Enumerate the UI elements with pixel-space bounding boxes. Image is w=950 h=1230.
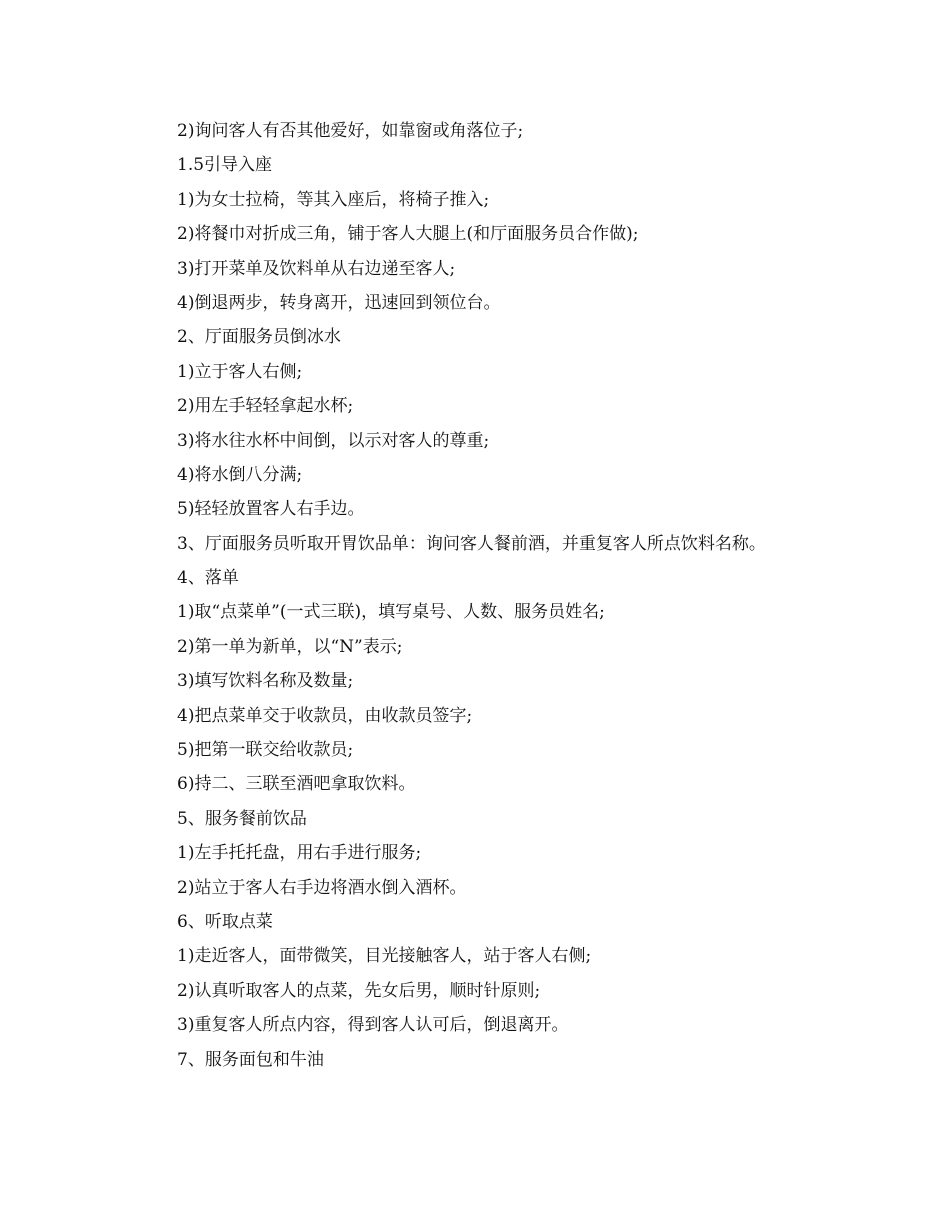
text-line: 2)询问客人有否其他爱好，如靠窗或角落位子; (177, 121, 524, 141)
text-line: 1)立于客人右侧; (177, 361, 303, 382)
text-line: 2)站立于客人右手边将酒水倒入酒杯。 (177, 877, 467, 898)
text-line: 2)认真听取客人的点菜，先女后男，顺时针原则; (177, 980, 541, 1001)
text-line: 1)左手托托盘，用右手进行服务; (177, 843, 422, 864)
section-heading: 2、厅面服务员倒冰水 (177, 327, 341, 348)
text-line: 3)填写饮料名称及数量; (177, 671, 354, 692)
text-line: 1)走近客人，面带微笑，目光接触客人，站于客人右侧; (177, 946, 592, 967)
text-line: 1)取“点菜单”(一式三联)，填写桌号、人数、服务员姓名; (177, 602, 605, 623)
text-line: 2)将餐巾对折成三角，铺于客人大腿上(和厅面服务员合作做); (177, 224, 639, 245)
section-heading: 4、落单 (177, 568, 239, 589)
text-line: 6)持二、三联至酒吧拿取饮料。 (177, 774, 416, 795)
text-line: 4)倒退两步，转身离开，迅速回到领位台。 (177, 292, 501, 313)
text-line: 1)为女士拉椅，等其入座后，将椅子推入; (177, 189, 490, 210)
text-line: 5)轻轻放置客人右手边。 (177, 499, 365, 520)
text-line: 4)把点菜单交于收款员，由收款员签字; (177, 705, 473, 726)
section-heading: 1.5引导入座 (177, 155, 273, 176)
text-line: 2)第一单为新单，以“N”表示; (177, 636, 403, 657)
text-line: 5)把第一联交给收款员; (177, 740, 354, 761)
text-line: 3)打开菜单及饮料单从右边递至客人; (177, 258, 456, 279)
text-line: 4)将水倒八分满; (177, 464, 303, 485)
section-heading: 3、厅面服务员听取开胃饮品单：询问客人餐前酒，并重复客人所点饮料名称。 (177, 533, 766, 554)
text-line: 3)重复客人所点内容，得到客人认可后，倒退离开。 (177, 1015, 569, 1036)
text-line: 2)用左手轻轻拿起水杯; (177, 396, 354, 417)
section-heading: 5、服务餐前饮品 (177, 808, 307, 829)
text-line: 3)将水往水杯中间倒，以示对客人的尊重; (177, 430, 490, 451)
document-body (177, 114, 917, 1077)
section-heading: 7、服务面包和牛油 (177, 1049, 324, 1070)
section-heading: 6、听取点菜 (177, 911, 273, 932)
